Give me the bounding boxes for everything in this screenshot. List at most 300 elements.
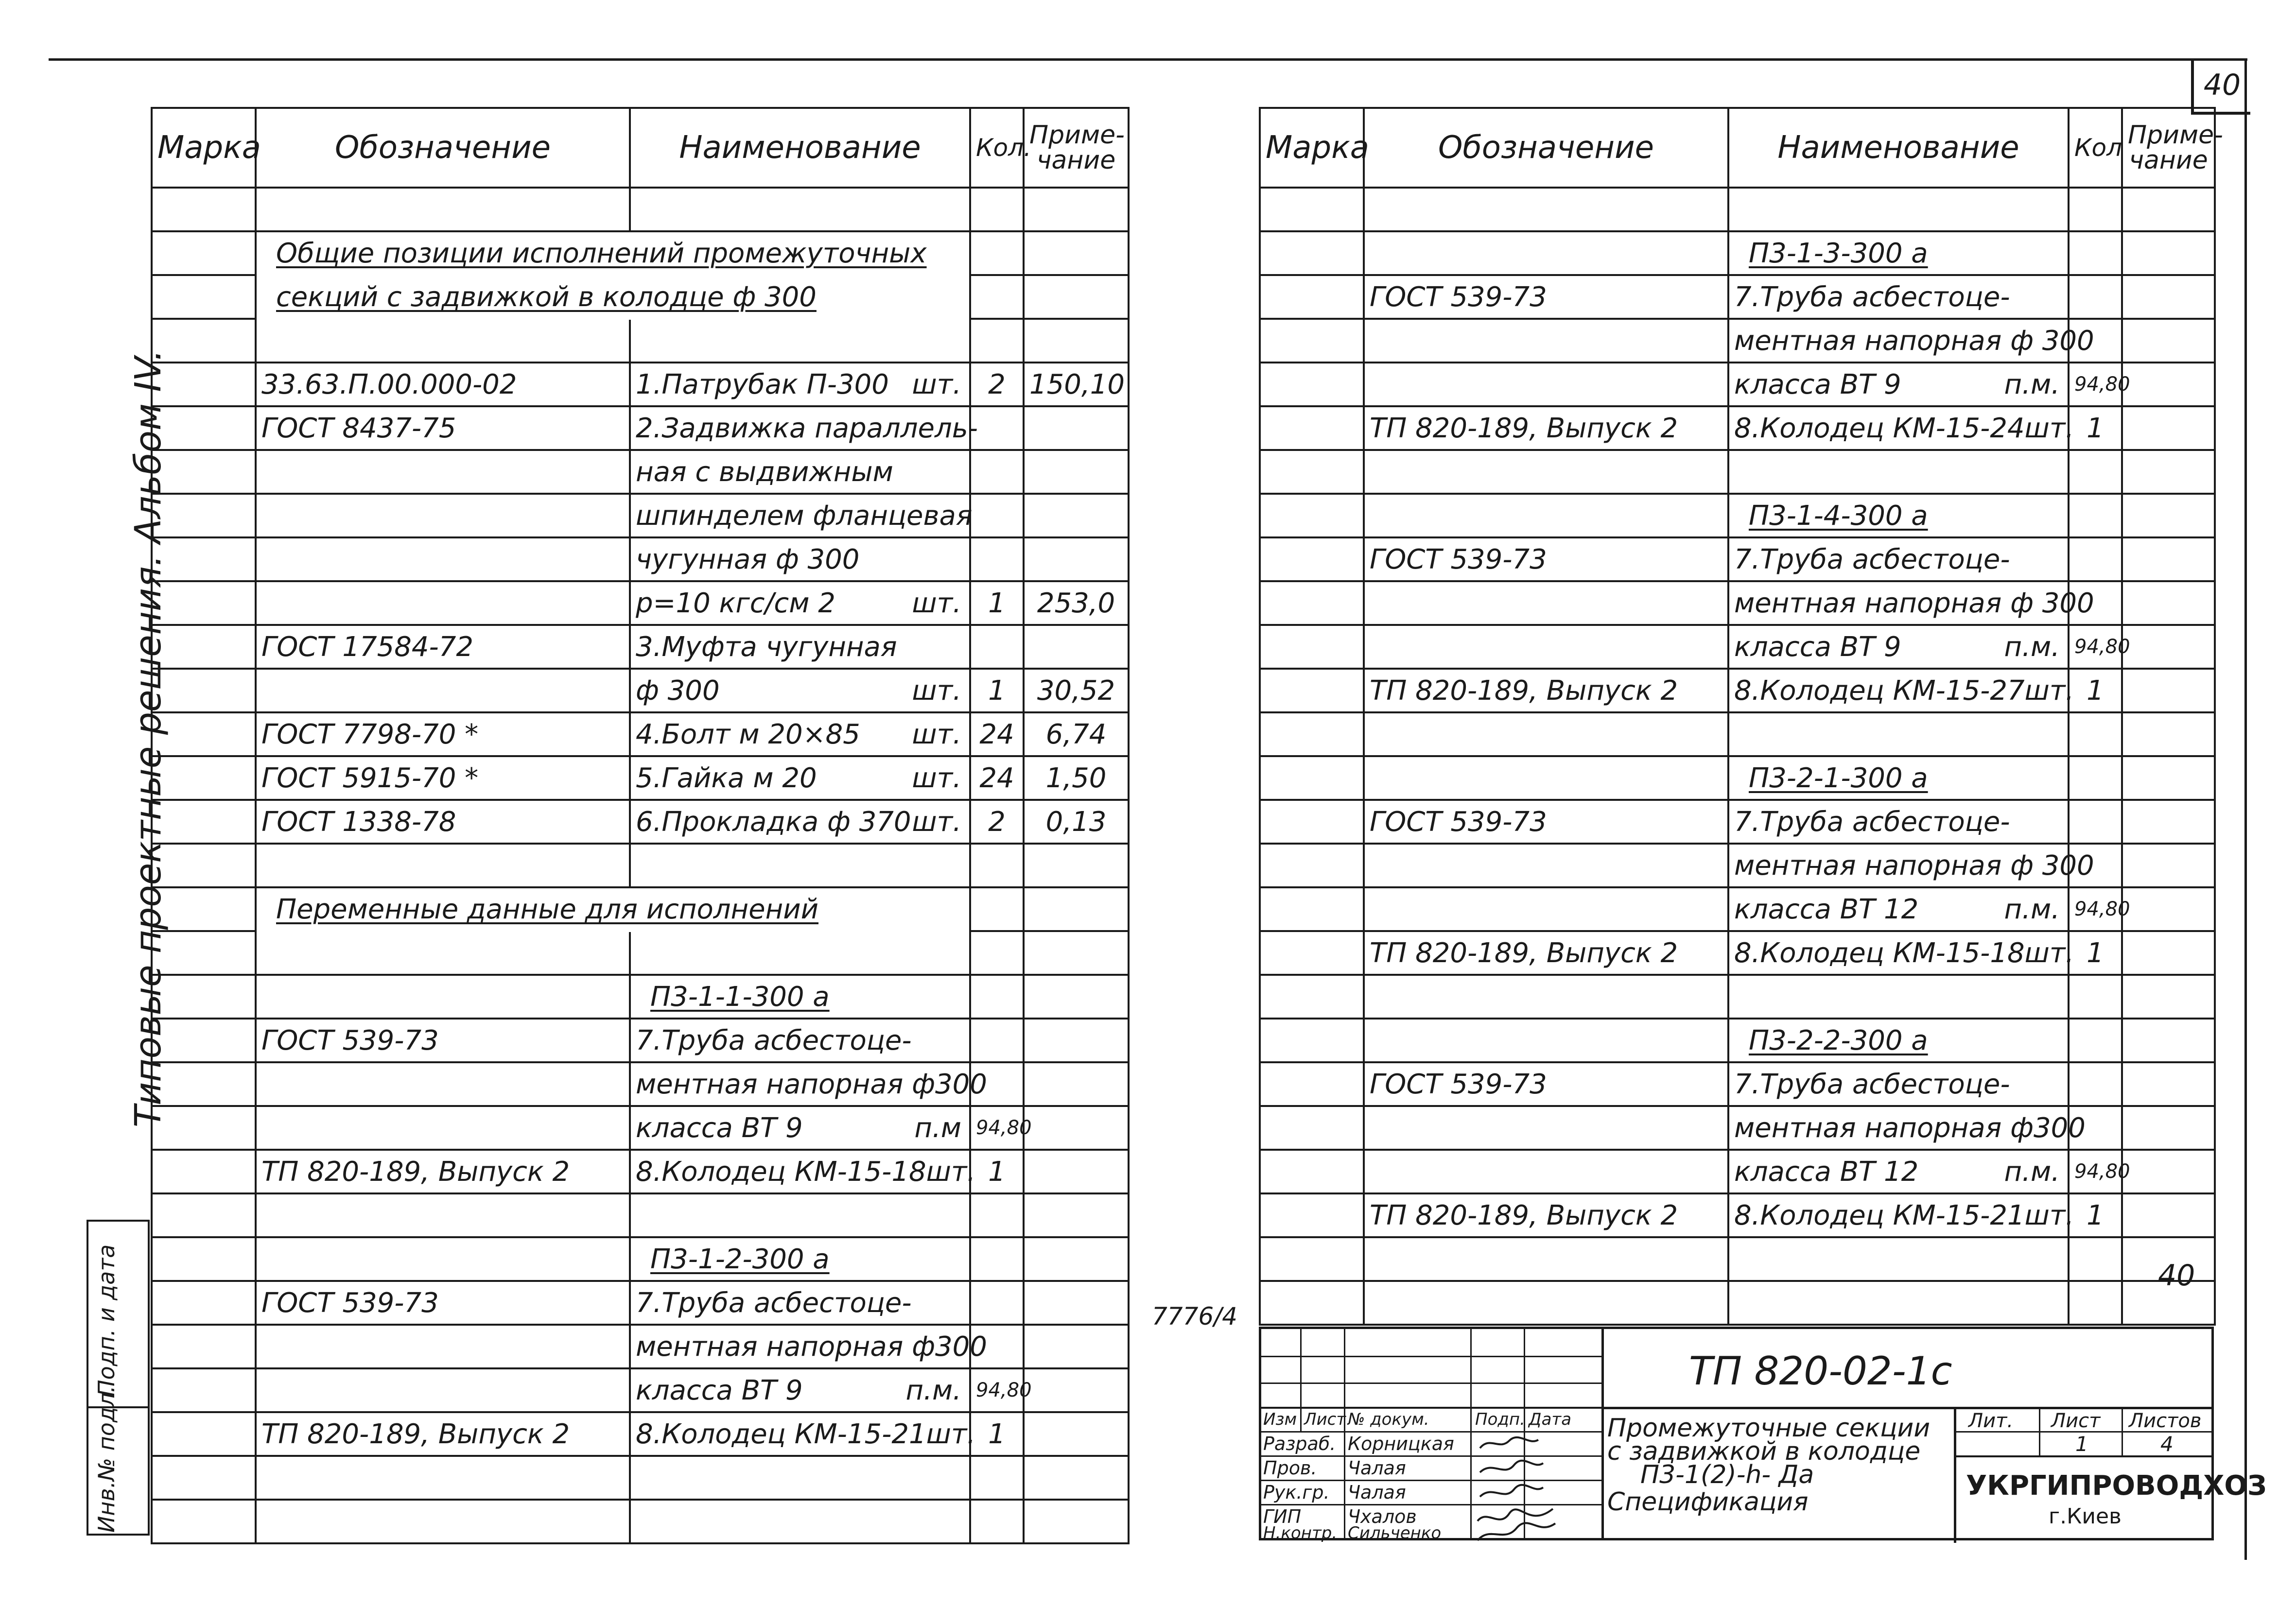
naim-wrap [636, 500, 973, 532]
cell-marka [152, 931, 256, 975]
table-row [1260, 1237, 2215, 1281]
table-row [152, 1193, 1129, 1237]
cell-prim: 150,10 [1024, 363, 1129, 406]
cell-oboznachenie [1364, 494, 1728, 537]
cell-kol [2069, 537, 2122, 581]
cell-marka [152, 406, 256, 450]
cell-naimenovanie [630, 1368, 970, 1412]
cell-naimenovanie [630, 800, 970, 844]
naim-text: 8.Колодец КМ-15-18 [1734, 937, 2025, 969]
cell-prim [1024, 319, 1129, 363]
section-heading [256, 887, 970, 931]
table-row [152, 844, 1129, 887]
naim-wrap [636, 806, 964, 838]
cell-oboznachenie [1364, 1150, 1728, 1193]
cell-oboznachenie: 33.63.П.00.000-02 [256, 363, 630, 406]
cell-prim [2122, 800, 2215, 844]
naim-wrap [636, 369, 964, 400]
header-primechanie: Приме- чание [1024, 108, 1129, 188]
tb-role-5: Н.контр. [1263, 1523, 1338, 1543]
cell-marka [152, 1193, 256, 1237]
tb-divider [1261, 1407, 1601, 1409]
cell-oboznachenie [256, 1193, 630, 1237]
cell-naimenovanie [630, 844, 970, 887]
table-row [1260, 712, 2215, 756]
tb-list-label: Лист [2051, 1410, 2101, 1432]
cell-marka [152, 1281, 256, 1325]
table-row [152, 1281, 1129, 1325]
cell-oboznachenie: ГОСТ 539-73 [256, 1281, 630, 1325]
cell-prim [1024, 1325, 1129, 1368]
cell-oboznachenie [1364, 1019, 1728, 1062]
naim-text: 7.Труба асбестоце- [636, 1287, 912, 1319]
cell-kol [970, 494, 1024, 537]
table-row [152, 537, 1129, 581]
title-code: ТП 820-02-1с [1689, 1348, 1952, 1394]
table-row [152, 1500, 1129, 1543]
cell-prim [2122, 319, 2215, 363]
cell-marka [152, 231, 256, 275]
cell-naimenovanie [1728, 1019, 2069, 1062]
cell-kol [970, 625, 1024, 669]
cell-oboznachenie [1364, 581, 1728, 625]
cell-naimenovanie [1728, 581, 2094, 625]
naim-text: 2.Задвижка параллель- [636, 412, 978, 444]
right-spec-table [1259, 107, 2223, 1326]
cell-marka [1260, 188, 1364, 231]
cell-naimenovanie [630, 975, 970, 1019]
cell-naimenovanie [630, 1150, 976, 1193]
cell-kol [2069, 231, 2122, 275]
cell-naimenovanie [1728, 363, 2069, 406]
cell-prim [1024, 975, 1129, 1019]
table-row [1260, 537, 2215, 581]
cell-prim [1024, 844, 1129, 887]
naim-wrap [636, 1068, 987, 1100]
naim-wrap [1734, 894, 2063, 925]
naim-text: класса ВТ 9 [1734, 631, 1901, 663]
cell-naimenovanie [630, 450, 970, 494]
cell-kol [2069, 494, 2122, 537]
naim-text: шпинделем фланцевая [636, 500, 973, 532]
cell-naimenovanie [1728, 319, 2094, 363]
naim-text: 8.Колодец КМ-15-18 [636, 1156, 926, 1188]
naim-unit [2060, 281, 2063, 313]
cell-marka [1260, 1193, 1364, 1237]
cell-kol: 94,80 [2069, 625, 2122, 669]
cell-prim [2122, 756, 2215, 800]
tb-listov-label: Листов [2129, 1410, 2202, 1432]
cell-oboznachenie [256, 1456, 630, 1500]
table-row [152, 1456, 1129, 1500]
naim-wrap [636, 719, 964, 750]
cell-marka [1260, 887, 1364, 931]
cell-prim [1024, 231, 1129, 275]
naim-unit [2094, 588, 2097, 619]
cell-marka [152, 712, 256, 756]
variant-title: П3-1-3-300 а [1749, 237, 1928, 269]
cell-prim [2122, 975, 2215, 1019]
naim-text: ментная напорная ф 300 [1734, 587, 2094, 619]
cell-naimenovanie [1728, 931, 2074, 975]
naim-unit [987, 1331, 990, 1363]
cell-prim [1024, 625, 1129, 669]
cell-prim [2122, 1062, 2215, 1106]
naim-unit [2094, 325, 2097, 357]
cell-oboznachenie: ГОСТ 8437-75 [256, 406, 630, 450]
naim-wrap [1734, 369, 2063, 400]
cell-oboznachenie [1364, 712, 1728, 756]
cell-prim [1024, 188, 1129, 231]
tb-listov-value: 4 [2160, 1432, 2174, 1456]
table-row [1260, 406, 2215, 450]
cell-kol [970, 1193, 1024, 1237]
tb-col-sign: Подп. [1475, 1410, 1525, 1429]
table-row [152, 363, 1129, 406]
cell-naimenovanie [1728, 450, 2069, 494]
cell-oboznachenie: ГОСТ 7798-70 * [256, 712, 630, 756]
naim-wrap [636, 588, 964, 619]
cell-kol [970, 1281, 1024, 1325]
cell-kol [970, 1237, 1024, 1281]
tb-lit-label: Лит. [1968, 1410, 2014, 1432]
cell-prim [1024, 1106, 1129, 1150]
cell-naimenovanie [630, 931, 970, 975]
section-heading-text: секций с задвижкой в колодце ф 300 [276, 281, 817, 313]
naim-text: класса ВТ 9 [636, 1112, 803, 1144]
cell-marka [152, 494, 256, 537]
cell-naimenovanie [630, 494, 973, 537]
table-row [1260, 669, 2215, 712]
cell-oboznachenie: ГОСТ 1338-78 [256, 800, 630, 844]
cell-marka [152, 975, 256, 1019]
cell-marka [1260, 1019, 1364, 1062]
naim-unit: п.м. [2004, 631, 2060, 663]
cell-naimenovanie [1728, 887, 2069, 931]
cell-marka [1260, 406, 1364, 450]
naim-text: класса ВТ 12 [1734, 893, 1919, 925]
cell-oboznachenie [1364, 319, 1728, 363]
table-row [1260, 1019, 2215, 1062]
cell-marka [1260, 975, 1364, 1019]
naim-unit [973, 500, 975, 532]
table-row [152, 319, 1129, 363]
cell-kol: 1 [2069, 669, 2122, 712]
cell-marka [152, 800, 256, 844]
cell-naimenovanie [630, 625, 970, 669]
tb-list-value: 1 [2075, 1432, 2088, 1456]
cell-kol: 1 [970, 669, 1024, 712]
cell-naimenovanie [630, 1325, 987, 1368]
header-kol: Кол [2069, 108, 2122, 188]
cell-oboznachenie [256, 669, 630, 712]
cell-naimenovanie [630, 1281, 970, 1325]
cell-marka [152, 756, 256, 800]
cell-kol [970, 1500, 1024, 1543]
tb-name-3: Чалая [1348, 1482, 1406, 1503]
naim-unit: шт. [2024, 937, 2074, 969]
cell-oboznachenie [256, 1237, 630, 1281]
naim-wrap [636, 1331, 987, 1363]
table-row [152, 231, 1129, 275]
cell-prim [2122, 581, 2215, 625]
cell-oboznachenie [1364, 188, 1728, 231]
naim-unit [961, 1287, 964, 1319]
cell-kol [970, 887, 1024, 931]
cell-naimenovanie [1728, 975, 2069, 1019]
tb-col-doc: № докум. [1348, 1410, 1429, 1429]
header-naimenovanie: Наименование [1728, 108, 2069, 188]
cell-marka [152, 1106, 256, 1150]
table-row [152, 188, 1129, 231]
cell-prim [2122, 1193, 2215, 1237]
cell-oboznachenie [256, 975, 630, 1019]
cell-naimenovanie [1728, 275, 2069, 319]
cell-kol: 94,80 [2069, 363, 2122, 406]
naim-wrap [636, 1418, 976, 1450]
naim-unit: п.м. [905, 1374, 961, 1406]
cell-marka [152, 1325, 256, 1368]
cell-kol: 94,80 [2069, 887, 2122, 931]
cell-kol: 24 [970, 756, 1024, 800]
cell-kol [970, 975, 1024, 1019]
cell-prim [2122, 406, 2215, 450]
naim-unit: шт. [2024, 674, 2074, 707]
naim-wrap [1734, 937, 2074, 969]
naim-wrap [1734, 1199, 2074, 1231]
cell-naimenovanie [630, 756, 970, 800]
naim-unit: п.м [914, 1112, 961, 1144]
table-row [152, 669, 1129, 712]
cell-naimenovanie [630, 1106, 970, 1150]
tb-role-2: Пров. [1263, 1457, 1317, 1479]
cell-marka [1260, 756, 1364, 800]
naim-text: 1.Патрубак П-300 [636, 368, 889, 400]
naim-text: ментная напорная ф300 [636, 1331, 987, 1363]
cell-marka [152, 450, 256, 494]
cell-kol [2069, 188, 2122, 231]
table-row [1260, 1150, 2215, 1193]
naim-text: ная с выдвижным [636, 456, 893, 488]
cell-naimenovanie [630, 1237, 970, 1281]
naim-wrap [636, 544, 964, 575]
table-row [152, 756, 1129, 800]
table-row [1260, 275, 2215, 319]
naim-text: 3.Муфта чугунная [636, 631, 897, 663]
naim-text: 7.Труба асбестоце- [1734, 281, 2010, 313]
naim-text: 8.Колодец КМ-15-27 [1734, 674, 2025, 707]
naim-wrap [636, 1112, 964, 1144]
naim-unit [961, 544, 964, 575]
variant-title: П3-2-2-300 а [1749, 1024, 1928, 1056]
cell-kol [970, 231, 1024, 275]
naim-unit: п.м. [2004, 368, 2060, 400]
table-row [152, 887, 1129, 931]
cell-marka [1260, 1062, 1364, 1106]
naim-wrap [1734, 325, 2094, 357]
table-row [152, 1019, 1129, 1062]
naim-text: 7.Труба асбестоце- [636, 1024, 912, 1056]
variant-title: П3-1-2-300 а [650, 1243, 830, 1275]
table-row [152, 931, 1129, 975]
naim-wrap [636, 1375, 964, 1406]
section-heading-text: Общие позиции исполнений промежуточных [276, 237, 927, 269]
table-row [152, 800, 1129, 844]
tb-divider [1344, 1329, 1345, 1538]
naim-text: класса ВТ 9 [1734, 368, 1901, 400]
cell-oboznachenie [256, 844, 630, 887]
table-row [1260, 756, 2215, 800]
naim-wrap [1734, 849, 2094, 881]
cell-marka [1260, 669, 1364, 712]
tb-col-list: Лист [1304, 1410, 1346, 1429]
cell-prim [2122, 1106, 2215, 1150]
table-row [152, 625, 1129, 669]
cell-naimenovanie [1728, 1106, 2086, 1150]
naim-text: р=10 кгс/см 2 [636, 587, 835, 619]
cell-prim [1024, 1281, 1129, 1325]
cell-naimenovanie [630, 1412, 976, 1456]
table-row [152, 1150, 1129, 1193]
naim-wrap [1734, 1156, 2063, 1188]
cell-naimenovanie [630, 1019, 970, 1062]
tb-role-1: Разраб. [1263, 1433, 1336, 1454]
archive-number: 7776/4 [1152, 1302, 1237, 1331]
table-row [152, 975, 1129, 1019]
side-label-sign: Подп. и дата [93, 1244, 120, 1397]
cell-oboznachenie [1364, 1281, 1728, 1325]
naim-unit: шт. [2024, 1199, 2074, 1231]
cell-marka [152, 887, 256, 931]
table-row [1260, 931, 2215, 975]
side-label-inv: Инв.№ подл. [93, 1385, 120, 1533]
cell-oboznachenie [256, 537, 630, 581]
cell-kol [2069, 1237, 2122, 1281]
table-row [1260, 844, 2215, 887]
naim-unit [2060, 544, 2063, 575]
cell-naimenovanie [1728, 231, 2069, 275]
cell-kol [970, 844, 1024, 887]
table-row [152, 581, 1129, 625]
cell-kol [2069, 756, 2122, 800]
cell-naimenovanie [630, 1500, 970, 1543]
cell-oboznachenie: ТП 820-189, Выпуск 2 [1364, 669, 1728, 712]
tb-desc-3: П3-1(2)-h- Да [1640, 1460, 1814, 1489]
tb-col-izm: Изм [1263, 1410, 1297, 1429]
title-block [1259, 1327, 2267, 1543]
header-oboznachenie: Обозначение [1364, 108, 1728, 188]
tb-role-3: Рук.гр. [1263, 1482, 1330, 1503]
naim-wrap [1734, 281, 2063, 313]
cell-oboznachenie [1364, 625, 1728, 669]
naim-unit: шт. [912, 718, 961, 750]
cell-marka [1260, 1237, 1364, 1281]
naim-text: 7.Труба асбестоце- [1734, 543, 2010, 575]
tb-divider [2039, 1407, 2040, 1455]
naim-unit: шт. [2024, 412, 2074, 444]
naim-wrap [1734, 544, 2063, 575]
naim-wrap [636, 675, 964, 707]
cell-oboznachenie: ГОСТ 539-73 [1364, 537, 1728, 581]
header-kol: Кол. [970, 108, 1024, 188]
cell-kol [2069, 450, 2122, 494]
tb-divider [1261, 1356, 1601, 1357]
cell-prim [1024, 275, 1129, 319]
cell-marka [152, 1456, 256, 1500]
naim-wrap [636, 1287, 964, 1319]
cell-naimenovanie [1728, 844, 2094, 887]
cell-prim [1024, 1368, 1129, 1412]
table-row [152, 1325, 1129, 1368]
cell-oboznachenie [1364, 363, 1728, 406]
cell-marka [152, 1062, 256, 1106]
naim-text: 7.Труба асбестоце- [1734, 806, 2010, 838]
naim-wrap [636, 1025, 964, 1056]
naim-unit [961, 456, 964, 488]
cell-marka [1260, 231, 1364, 275]
naim-text: 4.Болт м 20×85 [636, 718, 860, 750]
cell-kol: 1 [970, 1150, 1024, 1193]
cell-prim [2122, 669, 2215, 712]
cell-naimenovanie [1728, 1062, 2069, 1106]
table-row [1260, 231, 2215, 275]
side-title: Типовые проектные решения. Альбом IV. [127, 349, 169, 1127]
naim-text: ментная напорная ф300 [1734, 1112, 2086, 1144]
cell-prim [1024, 1062, 1129, 1106]
side-stamp-box [87, 1220, 150, 1536]
cell-marka [1260, 275, 1364, 319]
tb-col-date: Дата [1529, 1410, 1572, 1429]
naim-text: ментная напорная ф 300 [1734, 325, 2094, 357]
table-row [1260, 363, 2215, 406]
cell-kol [970, 1019, 1024, 1062]
naim-unit: шт. [912, 806, 961, 838]
cell-marka [1260, 537, 1364, 581]
cell-naimenovanie [630, 1456, 970, 1500]
cell-oboznachenie [256, 1106, 630, 1150]
cell-oboznachenie [1364, 231, 1728, 275]
cell-marka [152, 275, 256, 319]
cell-naimenovanie [1728, 537, 2069, 581]
cell-naimenovanie [1728, 712, 2069, 756]
cell-oboznachenie [256, 931, 630, 975]
cell-prim [2122, 537, 2215, 581]
cell-oboznachenie: ГОСТ 539-73 [1364, 275, 1728, 319]
naim-wrap [636, 631, 964, 663]
cell-oboznachenie: ТП 820-189, Выпуск 2 [1364, 931, 1728, 975]
naim-unit [2060, 806, 2063, 838]
corner-number: 40 [2158, 1259, 2195, 1293]
frame-right-border [2244, 58, 2247, 1560]
cell-prim: 253,0 [1024, 581, 1129, 625]
table-row [1260, 1106, 2215, 1150]
cell-oboznachenie: ТП 820-189, Выпуск 2 [1364, 406, 1728, 450]
naim-unit: шт. [926, 1156, 976, 1188]
cell-prim [2122, 625, 2215, 669]
cell-kol [2069, 1019, 2122, 1062]
cell-marka [152, 844, 256, 887]
naim-text: класса ВТ 12 [1734, 1156, 1919, 1188]
naim-unit: шт. [926, 1418, 976, 1450]
cell-oboznachenie: ГОСТ 539-73 [1364, 1062, 1728, 1106]
cell-kol: 1 [970, 581, 1024, 625]
cell-naimenovanie [1728, 669, 2074, 712]
cell-oboznachenie [256, 1325, 630, 1368]
header-naimenovanie: Наименование [630, 108, 970, 188]
cell-oboznachenie: ГОСТ 539-73 [256, 1019, 630, 1062]
cell-prim [1024, 1193, 1129, 1237]
cell-oboznachenie: ГОСТ 5915-70 * [256, 756, 630, 800]
